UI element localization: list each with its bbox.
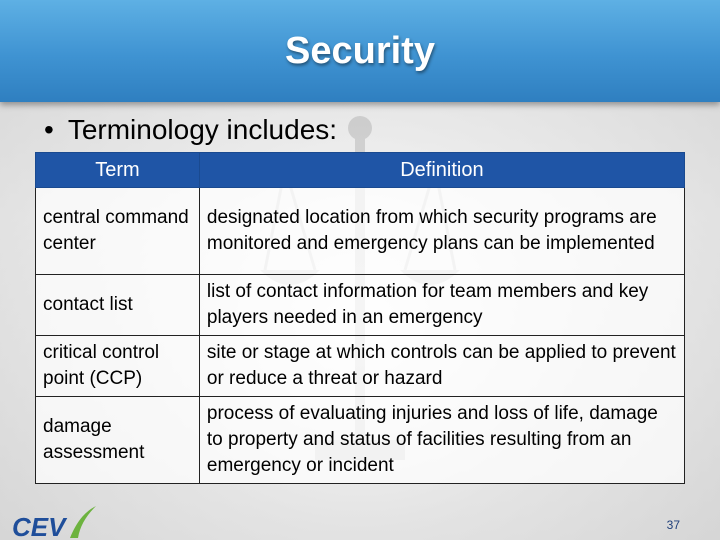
definition-cell: site or stage at which controls can be applied to prevent or reduce a threat or hazard: [199, 336, 684, 397]
bullet-text: Terminology includes:: [67, 114, 338, 145]
header-term: Term: [36, 153, 200, 188]
definition-cell: list of contact information for team members and key players needed in an emergency: [199, 275, 684, 336]
term-cell: damage assessment: [36, 397, 200, 484]
table-header-row: [36, 153, 685, 188]
term-cell: central command center: [36, 188, 200, 275]
table-row: [36, 275, 685, 336]
table-row: [36, 188, 685, 275]
slide-title: Security: [285, 30, 435, 72]
terminology-table: [35, 152, 685, 484]
logo-text: CEV: [12, 512, 66, 540]
page-number: 37: [666, 518, 680, 532]
table-row: [36, 336, 685, 397]
definition-cell: process of evaluating injuries and loss of life, damage to property and status of facilities resulting from an emergency or incident: [199, 397, 684, 484]
bullet-item: [44, 114, 337, 146]
bullet-icon: •: [44, 114, 54, 145]
term-cell: critical control point (CCP): [36, 336, 200, 397]
cev-logo: [8, 500, 98, 540]
term-cell: contact list: [36, 275, 200, 336]
title-bar: [0, 0, 720, 102]
definition-cell: designated location from which security programs are monitored and emergency plans can be implemented: [199, 188, 684, 275]
logo-leaf-icon: [70, 506, 96, 538]
table-row: [36, 397, 685, 484]
header-definition: Definition: [199, 153, 684, 188]
